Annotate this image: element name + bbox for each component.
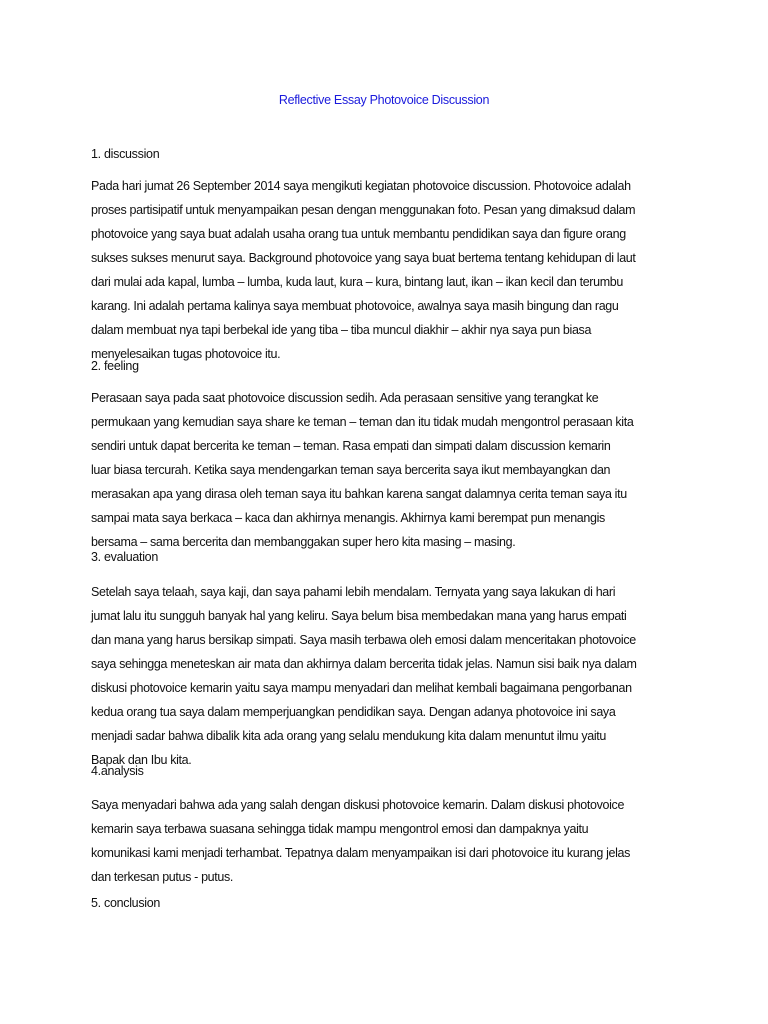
document-title: Reflective Essay Photovoice Discussion	[278, 93, 490, 107]
paragraph-line: kedua orang tua saya dalam memperjuangkan pendidikan saya. Dengan adanya photovoice ini saya	[91, 705, 616, 719]
paragraph-line: luar biasa tercurah. Ketika saya mendengarkan teman saya bercerita saya ikut membayangkan dan	[91, 463, 611, 477]
paragraph-line: karang. Ini adalah pertama kalinya saya membuat photovoice, awalnya saya masih bingung dan ragu	[91, 299, 619, 313]
paragraph-line: komunikasi kami menjadi terhambat. Tepatnya dalam menyampaikan isi dari photovoice itu kurang jelas	[91, 846, 631, 860]
paragraph-line: dalam membuat nya tapi berbekal ide yang tiba – tiba muncul diakhir – akhir nya saya pun biasa	[91, 323, 592, 337]
section-heading-feeling: 2. feeling	[91, 359, 139, 373]
paragraph-evaluation	[91, 580, 691, 772]
section-heading-conclusion: 5. conclusion	[91, 896, 161, 910]
paragraph-line: Bapak dan Ibu kita.	[91, 753, 192, 767]
paragraph-line: Saya menyadari bahwa ada yang salah dengan diskusi photovoice kemarin. Dalam diskusi photovoice	[91, 798, 625, 812]
section-heading-analysis: 4.analysis	[91, 764, 144, 778]
paragraph-line: kemarin saya terbawa suasana sehingga tidak mampu mengontrol emosi dan dampaknya yaitu	[91, 822, 589, 836]
paragraph-line: sampai mata saya berkaca – kaca dan akhirnya menangis. Akhirnya kami berempat pun menangis	[91, 511, 605, 525]
paragraph-line: merasakan apa yang dirasa oleh teman saya itu bahkan karena sangat dalamnya cerita teman saya itu	[91, 487, 627, 501]
paragraph-line: menjadi sadar bahwa dibalik kita ada orang yang selalu mendukung kita dalam menuntut ilmu yaitu	[91, 729, 606, 743]
paragraph-line: diskusi photovoice kemarin yaitu saya mampu menyadari dan melihat kembali bagaimana pengorbanan	[91, 681, 632, 695]
paragraph-line: jumat lalu itu sungguh banyak hal yang keliru. Saya belum bisa membedakan mana yang harus empati	[91, 609, 627, 623]
paragraph-line: Setelah saya telaah, saya kaji, dan saya pahami lebih mendalam. Ternyata yang saya lakukan di hari	[91, 585, 616, 599]
paragraph-discussion	[91, 174, 691, 366]
paragraph-line: saya sehingga meneteskan air mata dan akhirnya dalam bercerita tidak jelas. Namun sisi baik nya dalam	[91, 657, 637, 671]
paragraph-line: dari mulai ada kapal, lumba – lumba, kuda laut, kura – kura, bintang laut, ikan – ikan kecil dan terumbu	[91, 275, 623, 289]
paragraph-line: sendiri untuk dapat bercerita ke teman – teman. Rasa empati dan simpati dalam discussion kemarin	[91, 439, 611, 453]
section-heading-discussion: 1. discussion	[91, 147, 160, 161]
paragraph-line: photovoice yang saya buat adalah usaha orang tua untuk membantu pendidikan saya dan figure orang	[91, 227, 626, 241]
paragraph-line: dan mana yang harus bersikap simpati. Saya masih terbawa oleh emosi dalam menceritakan photovoice	[91, 633, 636, 647]
paragraph-line: proses partisipatif untuk menyampaikan pesan dengan menggunakan foto. Pesan yang dimaksud dalam	[91, 203, 636, 217]
paragraph-feeling	[91, 386, 691, 554]
paragraph-line: dan terkesan putus - putus.	[91, 870, 234, 884]
section-heading-evaluation: 3. evaluation	[91, 550, 158, 564]
paragraph-analysis	[91, 793, 691, 889]
paragraph-line: menyelesaikan tugas photovoice itu.	[91, 347, 281, 361]
paragraph-line: Perasaan saya pada saat photovoice discussion sedih. Ada perasaan sensitive yang terangkat ke	[91, 391, 599, 405]
paragraph-line: bersama – sama bercerita dan membanggakan super hero kita masing – masing.	[91, 535, 516, 549]
paragraph-line: permukaan yang kemudian saya share ke teman – teman dan itu tidak mudah mengontrol perasaan kita	[91, 415, 634, 429]
paragraph-line: sukses sukses menurut saya. Background photovoice yang saya buat bertema tentang kehidupan di laut	[91, 251, 636, 265]
paragraph-line: Pada hari jumat 26 September 2014 saya mengikuti kegiatan photovoice discussion. Photovoice adalah	[91, 179, 631, 193]
